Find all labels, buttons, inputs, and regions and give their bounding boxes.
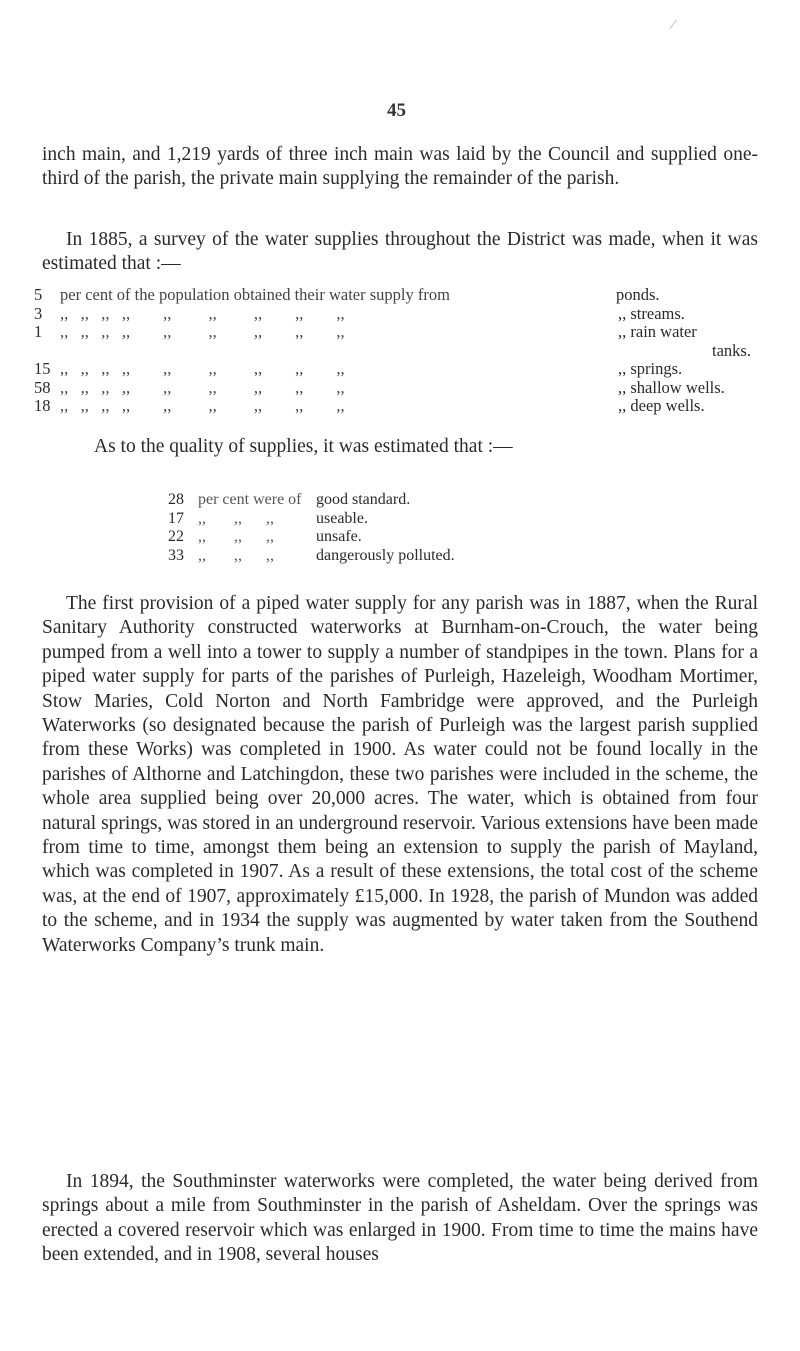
percent-value: 1: [34, 322, 43, 341]
table-row: [34, 397, 774, 416]
percent-value: 58: [34, 377, 51, 397]
quality-label: dangerously polluted.: [316, 546, 455, 564]
paragraph-piped-supply: The first provision of a piped water supply for any parish was in 1887, when the Rural Sanitary Authority constructed waterworks at Burnham-on-Crouch, the water being pumped from a well into a tower to supply a number of standpipes in the town. Plans for a piped water supply for parts of the parishes of Purleigh, Hazeleigh, Woodham Mortimer, Stow Maries, Cold Norton and North Fambridge were approved, and the Purleigh Waterworks (so designated because the parish of Purleigh was the largest parish supplied from these Works) was completed in 1900. As water could not be found locally in the parishes of Althorne and Latchingdon, these two parishes were included in the scheme, the whole area supplied being over 20,000 acres. The water, which is obtained from four natural springs, was stored in an underground reservoir. Various extensions have been made from time to time, amongst them being an extension to supply the parish of Mayland, which was completed in 1907. As a result of these extensions, the total cost of the scheme was, at the end of 1907, approximately £15,000. In 1928, the parish of Mundon was added to the scheme, and in 1934 the supply was augmented by water taken from the Southend Waterworks Company’s trunk main.: [42, 593, 758, 956]
ditto-marks: ,, ,, ,, ,, ,, ,, ,, ,, ,,: [60, 377, 345, 397]
table-row: [34, 342, 774, 361]
page-number: 45: [387, 100, 406, 121]
percent-value: 3: [34, 303, 43, 323]
table-row: [34, 323, 774, 342]
table-row: [34, 305, 774, 324]
percent-value: 22: [168, 528, 184, 545]
ditto-marks: ,, ,, ,, ,, ,, ,, ,, ,, ,,: [60, 396, 345, 415]
table-row: [34, 379, 774, 398]
ditto-marks: ,, ,, ,, ,, ,, ,, ,, ,, ,,: [60, 359, 345, 378]
header-phrase: per cent were of: [198, 491, 302, 508]
population-table: [34, 286, 774, 416]
ditto-marks: ,, ,, ,, ,, ,, ,, ,, ,, ,,: [60, 303, 345, 323]
quality-label: good standard.: [316, 491, 411, 508]
percent-value: 18: [34, 396, 51, 415]
percent-value: 33: [168, 546, 184, 564]
quality-label: useable.: [316, 509, 368, 527]
percent-value: 15: [34, 359, 51, 378]
ditto-marks: ,, ,, ,, ,, ,, ,, ,, ,, ,,: [60, 322, 345, 341]
ditto-marks: ,, ,, ,,: [198, 528, 274, 545]
pencil-mark: ⁄: [672, 18, 675, 33]
percent-value: 5: [34, 285, 43, 304]
source-label: tanks.: [712, 340, 751, 360]
source-label: ,, springs.: [618, 359, 683, 378]
source-label: ,, rain water: [618, 322, 697, 341]
table-row: [34, 286, 774, 305]
percent-value: 17: [168, 509, 184, 527]
ditto-marks: ,, ,, ,,: [198, 509, 274, 527]
source-label: ,, deep wells.: [618, 396, 705, 415]
source-label: ,, streams.: [618, 303, 685, 323]
header-phrase: per cent of the population obtained their water supply from: [60, 285, 450, 304]
source-label: ponds.: [616, 285, 660, 304]
paragraph-southminster: In 1894, the Southminster waterworks were completed, the water being derived from springs about a mile from Southminster in the parish of Asheldam. Over the springs was erected a covered reservoir which was enlarged in 1900. From time to time the mains have been extended, and in 1908, several houses: [42, 1171, 758, 1266]
source-label: ,, shallow wells.: [618, 377, 725, 397]
quality-label: unsafe.: [316, 528, 362, 545]
percent-value: 28: [168, 491, 184, 508]
table-row: [34, 360, 774, 379]
ditto-marks: ,, ,, ,,: [198, 546, 274, 564]
paragraph-intro: inch main, and 1,219 yards of three inch main was laid by the Council and supplied one-third of the parish, the private main supplying the remainder of the parish.: [42, 144, 758, 190]
paragraph-survey: In 1885, a survey of the water supplies throughout the District was made, when it was estimated that :—: [42, 229, 758, 275]
paragraph-quality: As to the quality of supplies, it was estimated that :—: [94, 436, 513, 457]
